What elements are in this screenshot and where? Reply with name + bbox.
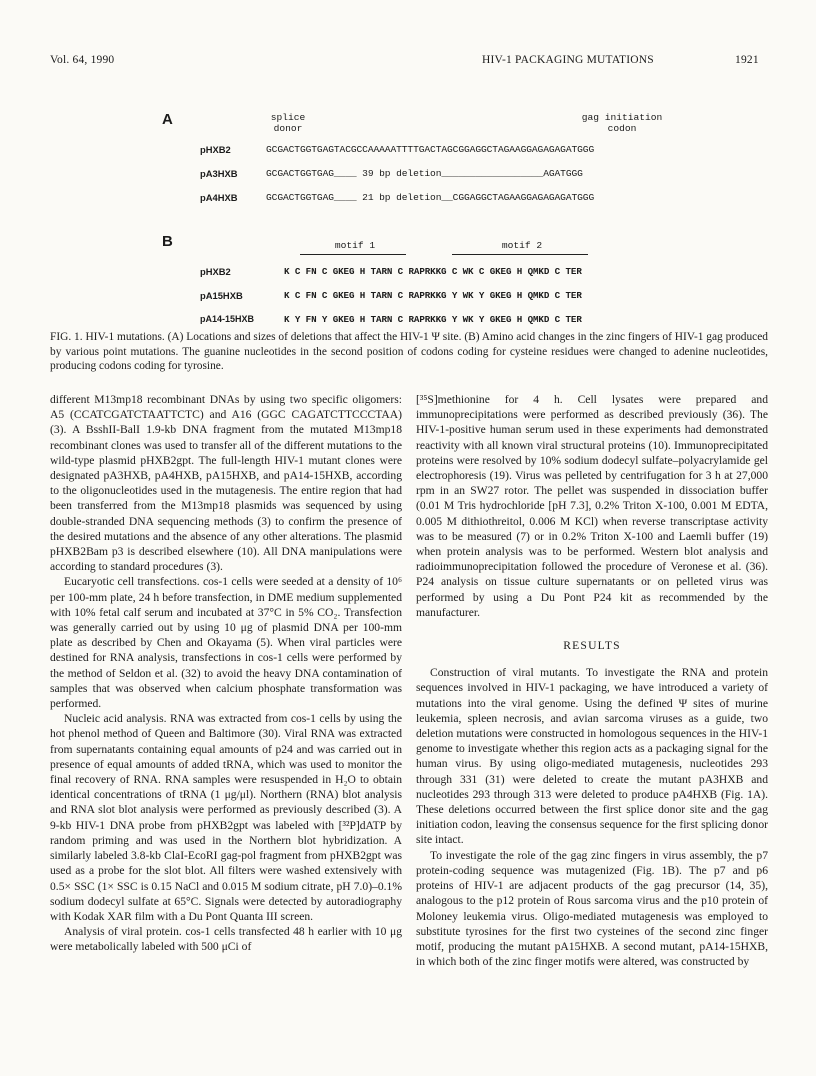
row-a-name: pA3HXB <box>200 168 238 179</box>
figure-caption: FIG. 1. HIV-1 mutations. (A) Locations and sizes of deletions that affect the HIV-1 Ψ site. (B) Amino acid changes in the zinc fingers of HIV-1 gag produced by various point mutations. The guanine nucleotides in the second position of codons coding for cysteine residues were changed to adenine nucleotides, producing codons coding for tyrosine. <box>50 331 768 373</box>
row-b-sequence: K Y FN Y GKEG H TARN C RAPRKKG Y WK Y GKEG H QMKD C TER <box>284 314 582 325</box>
body-paragraph: Construction of viral mutants. To investigate the RNA and protein sequences involved in HIV-1 packaging, we have introduced a variety of mutations into the viral genome. Using the defined Ψ sites of murine leukemia, spleen necrosis, and avian sarcoma viruses as a guide, two deletion mutations were constructed in homologous sequences in the HIV-1 genome to investigate whether this region acts as a packaging signal for the human virus. By using oligo-mediated mutagenesis, nucleotides 293 through 331 (31) were deleted to create the mutant pA3HXB and nucleotides 293 through 313 were deleted to produce pA4HXB (Fig. 1A). These deletions occurred between the first splice donor site and the gag initiation codon, leaving the consensus sequence for the first splicing donor site intact. <box>416 666 768 847</box>
row-a-sequence: GCGACTGGTGAG____ 21 bp deletion__CGGAGGCTAGAAGGAGAGAGATGGG <box>266 192 595 203</box>
row-a-name: pHXB2 <box>200 144 231 155</box>
motif-1-label: motif 1 <box>334 240 376 251</box>
body-paragraph: To investigate the role of the gag zinc fingers in virus assembly, the p7 protein-coding sequence was mutagenized (Fig. 1B). The p7 and p6 proteins of HIV-1 are adjacent products of the gag precursor (14, 35), analogous to the p12 protein of Rous sarcoma virus and the p10 protein of Moloney leukemia virus. Oligo-mediated mutagenesis was employed to substitute tyrosines for the first two cysteines of the second zinc finger motif, producing the mutant pA15HXB. A second mutant, pA14-15HXB, in which both of the zinc finger motifs were altered, was constructed by <box>416 848 768 969</box>
motif-1-bar <box>300 254 406 255</box>
volume-label: Vol. 64, 1990 <box>50 54 115 66</box>
panel-b-letter: B <box>162 233 173 250</box>
gag-initiation-label: gag initiation codon <box>581 112 663 134</box>
row-a-sequence: GCGACTGGTGAGTACGCCAAAAATTTTGACTAGCGGAGGCTAGAAGGAGAGAGATGGG <box>266 144 595 155</box>
page-number: 1921 <box>735 54 759 66</box>
results-heading: RESULTS <box>563 639 621 653</box>
panel-a-letter: A <box>162 111 173 128</box>
body-paragraph: Analysis of viral protein. cos-1 cells transfected 48 h earlier with 10 μg were metabolically labeled with 500 μCi of <box>50 925 402 954</box>
right-column <box>416 392 768 969</box>
motif-2-bar <box>452 254 588 255</box>
row-a-name: pA4HXB <box>200 192 238 203</box>
running-title: HIV-1 PACKAGING MUTATIONS <box>482 54 654 66</box>
body-paragraph: [³⁵S]methionine for 4 h. Cell lysates were prepared and immunoprecipitations were performed as described previously (36). The HIV-1-positive human serum used in these experiments had demonstrated reactivity with all known viral structural proteins (10). Immunoprecipitated proteins were resolved by 10% sodium dodecyl sulfate–polyacrylamide gel electrophoresis (19). Virus was pelleted by centrifugation for 3 h at 27,000 rpm in an SW27 rotor. The pellet was suspended in dissociation buffer (0.01 M Tris hydrochloride [pH 7.3], 0.2% Triton X-100, 0.001 M EDTA, 0.005 M dithiothreitol, 0.006 M KCl) when reverse transcriptase activity was to be measured (7) or in 0.2% Triton X-100 and Laemli buffer (19) when protein analysis was to be performed. Western blot analysis and radioimmunoprecipitation followed the procedure of Veronese et al. (36). P24 analysis on tissue culture supernatants or on pelleted virus was performed by using a Du Pont P24 kit as recommended by the manufacturer. <box>416 393 768 619</box>
row-b-sequence: K C FN C GKEG H TARN C RAPRKKG Y WK Y GKEG H QMKD C TER <box>284 290 582 301</box>
body-paragraph: Nucleic acid analysis. RNA was extracted from cos-1 cells by using the hot phenol method of Queen and Baltimore (30). Viral RNA was extracted from supernatants containing equal amounts of p24 and was carried out in presence of equal amounts of added tRNA, which was used to monitor the final recovery of RNA. RNA samples were resuspended in H₂O to obtain identical concentrations of tRNA (1 μg/μl). Northern (RNA) blot analysis and RNA slot blot analysis were performed as previously described (3). A 9-kb HIV-1 DNA probe from pHXB2gpt was labeled with [³²P]dATP by random priming and was used in the Northern blot hybridization. A similarly labeled 3.8-kb ClaI-EcoRI gag-pol fragment from pHXB2gpt was used as a probe for the slot blot. All filters were washed extensively with 0.5× SSC (1× SSC is 0.15 NaCl and 0.015 M sodium citrate, pH 7.0)–0.1% sodium dodecyl sulfate at 65°C. Signals were detected by autoradiography with Kodak XAR film with a Du Pont Quanta III screen. <box>50 712 402 923</box>
row-b-name: pA15HXB <box>200 290 243 301</box>
row-a-sequence: GCGACTGGTGAG____ 39 bp deletion__________________AGATGGG <box>266 168 583 179</box>
motif-2-label: motif 2 <box>501 240 543 251</box>
figure-1 <box>0 0 816 325</box>
left-column <box>50 392 402 955</box>
row-b-name: pA14-15HXB <box>200 314 255 324</box>
row-b-sequence: K C FN C GKEG H TARN C RAPRKKG C WK C GKEG H QMKD C TER <box>284 266 582 277</box>
row-b-name: pHXB2 <box>200 266 231 277</box>
splice-donor-label: splice donor <box>270 112 306 134</box>
body-paragraph: Eucaryotic cell transfections. cos-1 cells were seeded at a density of 10⁶ per 100-mm plate, 24 h before transfection, in DME medium supplemented with 10% fetal calf serum and incubated at 37°C in 5% CO₂. Transfection was generally carried out by using 10 μg of plasmid DNA per 100-mm plate as described by Chen and Okayama (5). When viral particles were destined for RNA analysis, transfections in cos-1 cells were performed by the method of Seldon et al. (32) to avoid the heavy DNA contamination of samples that was observed when calcium phosphate transformation was performed. <box>50 575 402 711</box>
body-paragraph: different M13mp18 recombinant DNAs by using two specific oligomers: A5 (CCATCGATCTAATTCTC) and A16 (GGC CAGATCTTCCCTAA) (3). A BsshII-BalI 1.9-kb DNA fragment from the mutated M13mp18 recombinant clones was used to transfer all of the different mutations to the wild-type plasmid pHXB2gpt. The full-length HIV-1 mutant clones were designated pA3HXB, pA4HXB, pA15HXB, and pA14-15HXB, according to the oligonucleotides used in the mutagenesis. The entire region that had been transferred from the M13mp18 plasmids was sequenced by using double-stranded DNA sequencing methods (3) to confirm the presence of the desired mutations and the absence of any other alterations. The plasmid pHXB2Bam p3 is described elsewhere (10). All DNA manipulations were according to standard procedures (3). <box>50 393 402 574</box>
